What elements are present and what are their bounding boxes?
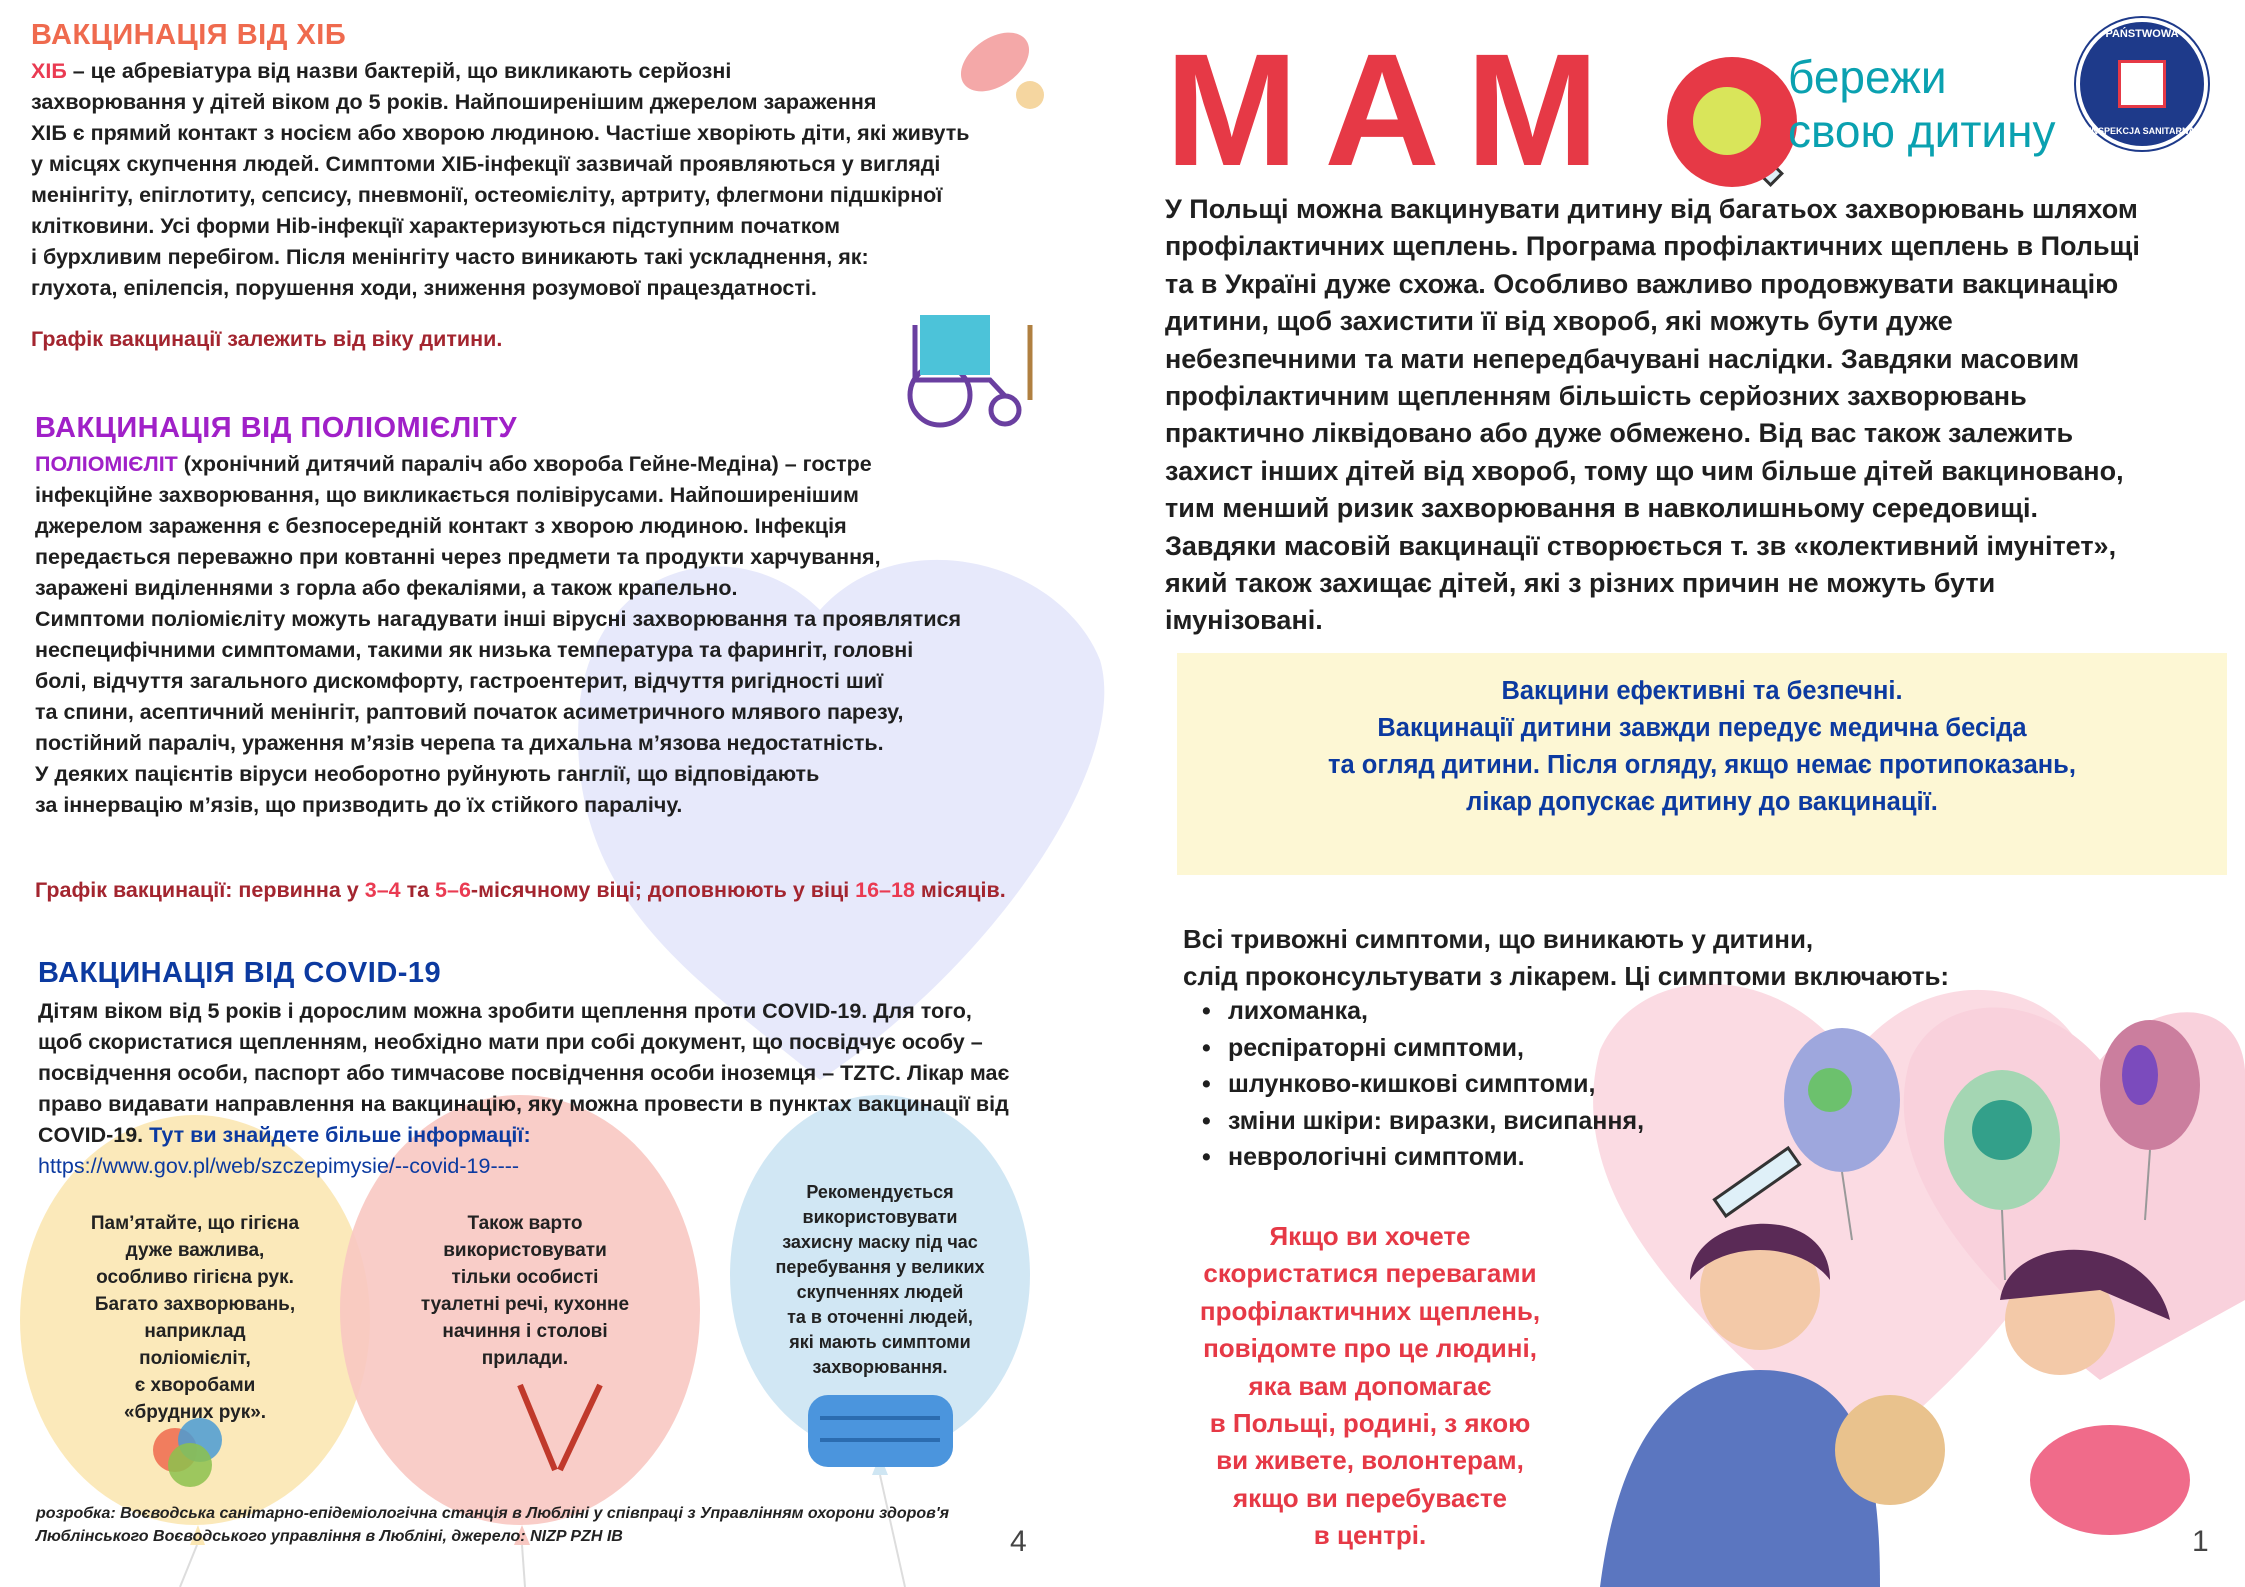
list-item: • респіраторні симптоми,: [1198, 1030, 1644, 1067]
covid-line: право видавати направлення на вакцинацію, яку можна провести в пунктах вакцинації від: [38, 1092, 1009, 1116]
polio-line: передається переважно при ковтанні через предмети та продукти харчування,: [35, 545, 881, 569]
polio-line: за іннервацію м’язів, що призводить до їх стійкого паралічу.: [35, 793, 683, 817]
virus-icon: [1693, 87, 1761, 155]
covid-line: Дітям віком від 5 років і дорослим можна зробити щеплення проти COVID-19. Для того,: [38, 999, 972, 1023]
polio-line: постійний параліч, ураження м’язів черепа та дихальна м’язова недостатність.: [35, 731, 884, 755]
polio-line: неспецифічними симптомами, такими як низька температура та фарингіт, головні: [35, 638, 914, 662]
hib-schedule: Графік вакцинації залежить від віку дитини.: [31, 327, 503, 351]
hib-line: менінгіту, епіглотиту, сепсису, пневмонії, остеомієліту, артриту, флегмони підшкірної: [31, 183, 943, 207]
polio-schedule: Графік вакцинації: первинна у 3–4 та 5–6-місячному віці; доповнюють у віці 16–18 місяців.: [35, 878, 1006, 902]
sanitary-inspection-logo: PAŃSTWOWA INSPEKCJA SANITARNA: [2076, 18, 2208, 150]
hib-line: захворювання у дітей віком до 5 років. Найпоширенішим джерелом зараження: [31, 90, 877, 114]
list-item: • зміни шкіри: виразки, висипання,: [1198, 1103, 1644, 1140]
covid-line: COVID-19.: [38, 1123, 144, 1147]
polio-line: інфекційне захворювання, що викликається полівірусами. Найпоширенішим: [35, 483, 859, 507]
credits-footer: розробка: Воєводська санітарно-епідеміологічна станція в Любліні у співпраці з Управлінням охорони здоров'я Люблінського Воєводського управління в Любліні, джерело: NIZP PZH IB: [36, 1505, 950, 1545]
hib-line: у місцях скупчення людей. Симптоми ХІБ-інфекції зазвичай проявляються у вигляді: [31, 152, 941, 176]
title-o-virus-circle: [1667, 57, 1797, 187]
hib-lead: ХІБ: [31, 59, 67, 83]
hib-line: глухота, епілепсія, порушення ходи, зниження розумової працездатності.: [31, 276, 817, 300]
covid-line: щоб скористатися щепленням, необхідно мати при собі документ, що посвідчує особу –: [38, 1030, 983, 1054]
polio-body: [35, 449, 1115, 821]
vaccines-info-box: Вакцини ефективні та безпечні. Вакцинації дитини завжди передує медична бесіда та огляд дитини. Після огляду, якщо немає протипоказань, лікар допускає дитину до вакцинації.: [1177, 653, 2227, 875]
covid-heading: ВАКЦИНАЦІЯ ВІД COVID-19: [38, 957, 442, 989]
help-callout: Якщо ви хочете скористатися перевагами профілактичних щеплень, повідомте про це людині, яка вам допомагає в Польщі, родині, з якою ви живете, волонтерам, якщо ви перебуваєте в центрі.: [1199, 1221, 1541, 1551]
list-item: • лихоманка,: [1198, 993, 1644, 1030]
page-number-right: 1: [2192, 1525, 2209, 1558]
hib-line: ХІБ є прямий контакт з носієм або хворою людиною. Частіше хворіють діти, які живуть: [31, 121, 970, 145]
page-number-left: 4: [1010, 1525, 1027, 1558]
polio-line: (хронічний дитячий параліч або хвороба Гейне-Медіна) – гостре: [177, 452, 872, 476]
polio-section: [35, 412, 1115, 906]
polio-heading: ВАКЦИНАЦІЯ ВІД ПОЛІОМІЄЛІТУ: [35, 412, 518, 444]
covid-link[interactable]: https://www.gov.pl/web/szczepimysie/--covid-19----: [38, 1154, 520, 1178]
hib-section: [31, 19, 1111, 355]
hib-line: клітковини. Усі форми Hib-інфекції характеризуються підступним початком: [31, 214, 841, 238]
polio-line: Симптоми поліомієліту можуть нагадувати інші вірусні захворювання та проявлятися: [35, 607, 962, 631]
list-item: • шлунково-кишкові симптоми,: [1198, 1066, 1644, 1103]
polio-line: та спини, асептичний менінгіт, раптовий початок асиметричного млявого парезу,: [35, 700, 904, 724]
eagle-icon: [2118, 60, 2166, 108]
subtitle: бережи свою дитину: [1788, 51, 2056, 157]
covid-line: посвідчення особи, паспорт або тимчасове посвідчення особи іноземця – TZTC. Лікар має: [38, 1061, 1010, 1085]
symptoms-intro: Всі тривожні симптоми, що виникають у дитини, слід проконсультувати з лікарем. Ці симптоми включають:: [1183, 924, 1950, 991]
symptoms-list: [1198, 993, 1644, 1176]
hib-heading: ВАКЦИНАЦІЯ ВІД ХІБ: [31, 19, 347, 51]
polio-line: заражені виділеннями з горла або фекаліями, а також крапельно.: [35, 576, 738, 600]
polio-line: У деяких пацієнтів віруси необоротно руйнують ганглії, що відповідають: [35, 762, 820, 786]
covid-body: [38, 996, 1118, 1182]
covid-more: Тут ви знайдете більше інформації:: [143, 1123, 531, 1147]
list-item: • неврологічні симптоми.: [1198, 1139, 1644, 1176]
polio-line: болі, відчуття загального дискомфорту, гастроентерит, відчуття ригідності шиї: [35, 669, 884, 693]
balloon-mask-text: Рекомендується використовувати захисну маску під час перебування у великих скупченнях людей та в оточенні людей, які мають симптоми захворювання.: [775, 1182, 985, 1377]
polio-lead: ПОЛІОМІЄЛІТ: [35, 452, 178, 476]
covid-section: [38, 957, 1118, 1182]
hib-body: [31, 56, 1111, 304]
hib-line: – це абревіатура від назви бактерій, що викликають серйозні: [66, 59, 732, 83]
mask-icon: [808, 1395, 953, 1467]
polio-line: джерелом зараження є безпосередній контакт з хворою людиною. Інфекція: [35, 514, 847, 538]
hib-line: і бурхливим перебігом. Після менінгіту часто виникають такі ускладнення, як:: [31, 245, 869, 269]
intro-paragraph: У Польщі можна вакцинувати дитину від багатьох захворювань шляхом профілактичних щеплень. Програма профілактичних щеплень в Польщі та в Україні дуже схожа. Особливо важливо продовжувати вакцинацію дитини, щоб захистити її від хвороб, які можуть бути дуже небезпечними та мати непередбачувані наслідки. Завдяки масовим профілактичним щепленням більшість серйозних захворювань практично ліквідовано або дуже обмежено. Від вас також залежить захист інших дітей від хвороб, тому що чим більше дітей вакциновано, тим менший ризик захворювання в навколишньому середовищі. Завдяки масовій вакцинації створюється т. зв «колективний імунітет», який також захищає дітей, які з різних причин не можуть бути імунізовані.: [1165, 194, 2140, 636]
title-mamo: МАМ: [1165, 20, 1626, 199]
balloon-hygiene-text: Пам’ятайте, що гігієна дуже важлива, особливо гігієна рук. Багато захворювань, наприклад поліомієліт, є хворобами «брудних рук».: [90, 1213, 300, 1423]
balloon-personal-items-text: Також варто використовувати тільки особисті туалетні речі, кухонне начиння і столові прилади.: [420, 1213, 630, 1369]
